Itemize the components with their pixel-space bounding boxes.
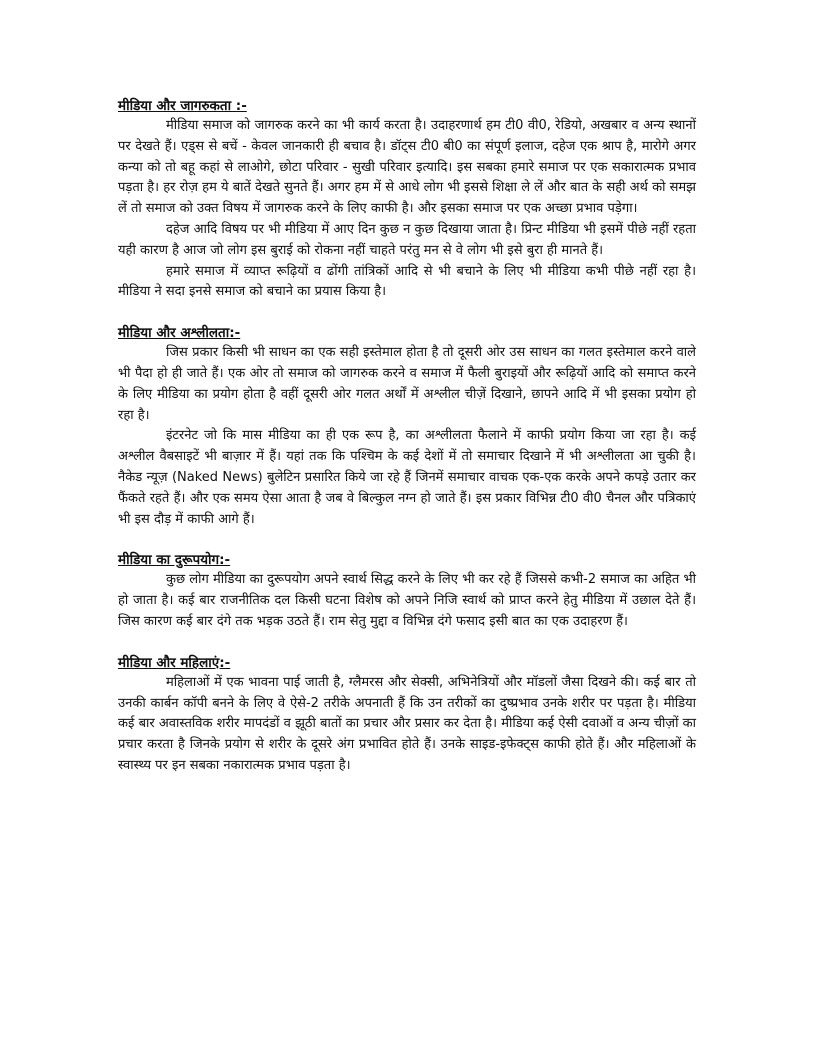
section-media-misuse [118, 550, 696, 632]
section-heading: मीडिया और महिलाएं:- [118, 654, 231, 671]
paragraph: कुछ लोग मीडिया का दुरूपयोग अपने स्वार्थ सिद्ध करने के लिए भी कर रहे हैं जिससे कभी-2 समाज का अहित भी हो जाता है। कई बार राजनीतिक दल किसी घटना विशेष को अपने निजि स्वार्थ को प्राप्त करने हेतु मीडिया में उछाल देते हैं। जिस कारण कई बार दंगे तक भड़क उठते हैं। राम सेतु मुद्दा व विभिन्न दंगे फसाद इसी बात का एक उदाहरण हैं। [118, 572, 696, 629]
paragraph: महिलाओं में एक भावना पाई जाती है, ग्लैमरस और सेक्सी, अभिनेत्रियों और मॉडलों जैसा दिखने की। कई बार तो उनकी कार्बन कॉपी बनने के लिए वे ऐसे-2 तरीके अपनाती हैं कि उन तरीकों का दुष्प्रभाव उनके शरीर पर पड़ता है। मीडिया कई बार अवास्तविक शरीर मापदंडों व झूठी बातों का प्रचार और प्रसार कर देता है। मीडिया कई ऐसी दवाओं व अन्य चीज़ों का प्रचार करता है जिनके प्रयोग से शरीर के दूसरे अंग प्रभावित होते हैं। उनके साइड-इफेक्ट्स काफी होते हैं। और महिलाओं के स्वास्थ्य पर इन सबका नकारात्मक प्रभाव पड़ता है। [118, 674, 696, 773]
section-heading: मीडिया और अश्लीलता:- [118, 325, 241, 342]
section-media-women [118, 653, 696, 777]
paragraph: हमारे समाज में व्याप्त रूढ़ियों व ढोंगी तांत्रिकों आदि से भी बचाने के लिए भी मीडिया कभी पीछे नहीं रहा है। मीडिया ने सदा इनसे समाज को बचाने का प्रयास किया है। [118, 263, 696, 300]
section-heading: मीडिया और जागरुकता :- [118, 98, 247, 114]
section-heading: मीडिया का दुरूपयोग:- [118, 552, 231, 569]
paragraph: दहेज आदि विषय पर भी मीडिया में आए दिन कुछ न कुछ दिखाया जाता है। प्रिन्ट मीडिया भी इसमें पीछे नहीं रहता यही कारण है आज जो लोग इस बुराई को रोकना नहीं चाहते परंतु मन से वे लोग भी इसे बुरा ही मानते हैं। [118, 221, 696, 258]
document-page [118, 96, 696, 797]
paragraph: इंटरनेट जो कि मास मीडिया का ही एक रूप है, का अश्लीलता फैलाने में काफी प्रयोग किया जा रहा है। कई अश्लील वैबसाइटें भी बाज़ार में हैं। यहां तक कि पश्चिम के कई देशों में तो समाचार दिखाने में भी अश्लीलता आ चुकी है। नैकेड न्यूज़ (Naked News) बुलेटिन प्रसारित किये जा रहे हैं जिनमें समाचार वाचक एक-एक करके अपने कपड़े उतार कर फैंकते रहते हैं। और एक समय ऐसा आता है जब वे बिल्कुल नग्न हो जाते हैं। इस प्रकार विभिन्न टी0 वी0 चैनल और पत्रिकाएं भी इस दौड़ में काफी आगे हैं। [118, 428, 696, 527]
section-media-awareness [118, 96, 696, 303]
paragraph: मीडिया समाज को जागरुक करने का भी कार्य करता है। उदाहरणार्थ हम टी0 वी0, रेडियो, अखबार व अन्य स्थानों पर देखते हैं। एड्स से बचें - केवल जानकारी ही बचाव है। डॉट्स टी0 बी0 का संपूर्ण इलाज, दहेज एक श्राप है, मारोगे अगर कन्या को तो बहू कहां से लाओगे, छोटा परिवार - सुखी परिवार इत्यादि। इस सबका हमारे समाज पर एक सकारात्मक प्रभाव पड़ता है। हर रोज़ हम ये बातें देखते सुनते हैं। अगर हम में से आधे लोग भी इससे शिक्षा ले लें और बात के सही अर्थ को समझ लें तो समाज को उक्त विषय में जागरुक करने के लिए काफी है। और इसका समाज पर एक अच्छा प्रभाव पड़ेगा। [118, 118, 696, 217]
paragraph: जिस प्रकार किसी भी साधन का एक सही इस्तेमाल होता है तो दूसरी ओर उस साधन का गलत इस्तेमाल करने वाले भी पैदा हो ही जाते हैं। एक ओर तो समाज को जागरुक करने व समाज में फैली बुराइयों और रूढ़ियों आदि को समाप्त करने के लिए मीडिया का प्रयोग होता है वहीं दूसरी ओर गलत अर्थों में अश्लील चीज़ें दिखाने, छापने आदि में भी इसका प्रयोग हो रहा है। [118, 345, 696, 423]
section-media-obscenity [118, 323, 696, 530]
